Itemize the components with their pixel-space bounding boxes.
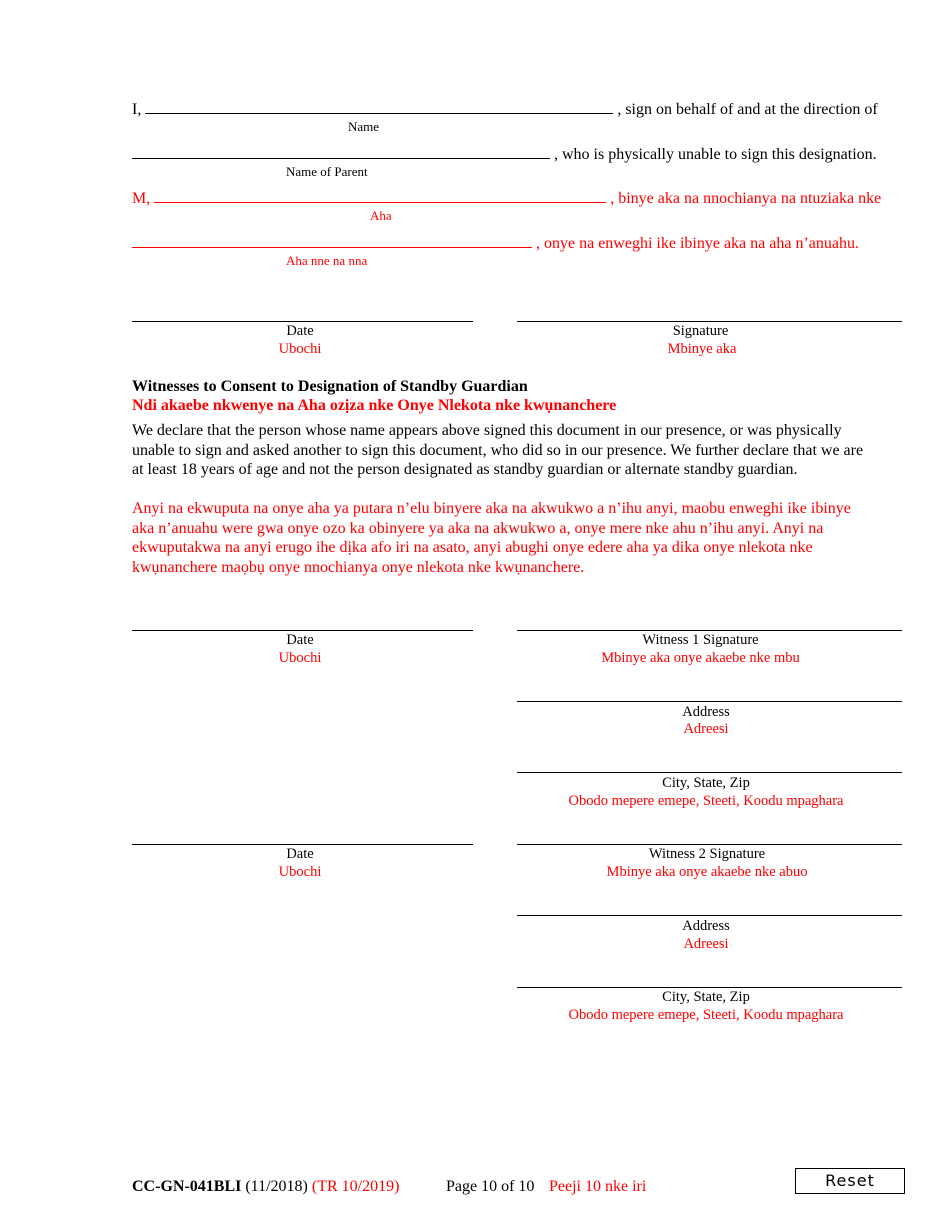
witnesses-heading: Witnesses to Consent to Designation of Standby Guardian <box>132 378 528 395</box>
top-date-label-ig: Ubochi <box>278 341 322 357</box>
w1-date-label-ig: Ubochi <box>278 650 322 666</box>
parent-name-line-ig <box>132 234 859 253</box>
parent-name-caption-ig: Aha nne na nna <box>286 253 368 268</box>
witnesses-declaration: We declare that the person whose name appears above signed this document in our presence, or was physically unable to sign and asked another to sign this document, who did so in our presence. We further declare that we are at least 18 years of age and not the person designated as standby guardian or alternate standby guardian. <box>132 422 864 478</box>
parent-suffix-ig: , onye na enweghi ike ibinye aka na aha n’anuahu. <box>536 235 859 252</box>
parent-name-field-ig[interactable] <box>132 234 532 248</box>
signer-suffix-ig: , binye aka na nnochianya na ntuziaka nke <box>610 190 882 207</box>
signer-name-field-ig[interactable] <box>154 189 606 203</box>
w2-date-line[interactable] <box>132 844 473 845</box>
w1-city-label: City, State, Zip <box>662 775 750 791</box>
top-signature-line[interactable] <box>517 321 902 322</box>
w2-address-line[interactable] <box>517 915 902 916</box>
w2-city-line[interactable] <box>517 987 902 988</box>
top-date-line[interactable] <box>132 321 473 322</box>
signer-name-caption: Name <box>348 119 380 134</box>
witnesses-declaration-ig: Anyi na ekwuputa na onye aha ya putara n’elu binyere aka na akwukwo a n’ihu anyi, maobu enweghi ike ibinye aka n’anuahu were gwa onye ozo ka obinyere ya aka na akwukwo a, onye mere nke ahu n’ihu anyi. Anyi na ekwuputakwa na anyi erugo ihe dịka afo iri na asato, anyi abughi onye edere aha ya dika onye nlekota nke kwụnanchere maọbụ onye nnochianya onye nlekota nke kwụnanchere. <box>132 500 851 576</box>
w1-address-label-ig: Adreesi <box>683 721 729 737</box>
signer-prefix-ig: M, <box>132 190 151 207</box>
w2-date-label-ig: Ubochi <box>278 864 322 880</box>
page-number-ig: Peeji 10 nke iri <box>549 1178 647 1195</box>
w2-signature-label-ig: Mbinye aka onye akaebe nke abuo <box>606 864 808 880</box>
top-signature-label-ig: Mbinye aka <box>667 341 737 357</box>
form-date: (11/2018) <box>245 1178 308 1195</box>
w2-address-label-ig: Adreesi <box>683 936 729 952</box>
page-number: Page 10 of 10 <box>446 1178 535 1195</box>
w2-date-label: Date <box>286 846 314 862</box>
w1-date-label: Date <box>286 632 314 648</box>
top-date-label: Date <box>286 323 314 339</box>
parent-suffix: , who is physically unable to sign this designation. <box>554 146 877 163</box>
translation-date: (TR 10/2019) <box>311 1178 400 1195</box>
parent-name-caption: Name of Parent <box>286 164 368 179</box>
top-signature-label: Signature <box>672 323 729 339</box>
parent-name-line <box>132 145 877 164</box>
parent-name-field[interactable] <box>132 145 550 159</box>
w1-signature-label: Witness 1 Signature <box>642 632 759 648</box>
w2-address-label: Address <box>682 918 730 934</box>
witnesses-heading-ig: Ndi akaebe nkwenye na Aha ozịza nke Onye Nlekota nke kwụnanchere <box>132 397 617 414</box>
reset-button[interactable]: Reset <box>795 1168 905 1194</box>
signer-suffix: , sign on behalf of and at the direction of <box>617 101 878 118</box>
signer-name-line-ig <box>132 189 881 208</box>
w2-signature-line[interactable] <box>517 844 902 845</box>
w1-address-label: Address <box>682 704 730 720</box>
signer-name-line <box>132 100 878 119</box>
w2-city-label-ig: Obodo mepere emepe, Steeti, Koodu mpaghara <box>568 1007 844 1023</box>
w1-address-line[interactable] <box>517 701 902 702</box>
w2-signature-label: Witness 2 Signature <box>648 846 766 862</box>
footer <box>132 1178 399 1196</box>
w1-signature-line[interactable] <box>517 630 902 631</box>
w2-city-label: City, State, Zip <box>662 989 750 1005</box>
w1-city-label-ig: Obodo mepere emepe, Steeti, Koodu mpaghara <box>568 793 844 809</box>
form-id: CC-GN-041BLI <box>132 1178 242 1195</box>
w1-city-line[interactable] <box>517 772 902 773</box>
signer-prefix: I, <box>132 101 142 118</box>
w1-date-line[interactable] <box>132 630 473 631</box>
signer-name-field[interactable] <box>145 100 613 114</box>
w1-signature-label-ig: Mbinye aka onye akaebe nke mbu <box>601 650 800 666</box>
signer-name-caption-ig: Aha <box>370 208 392 223</box>
